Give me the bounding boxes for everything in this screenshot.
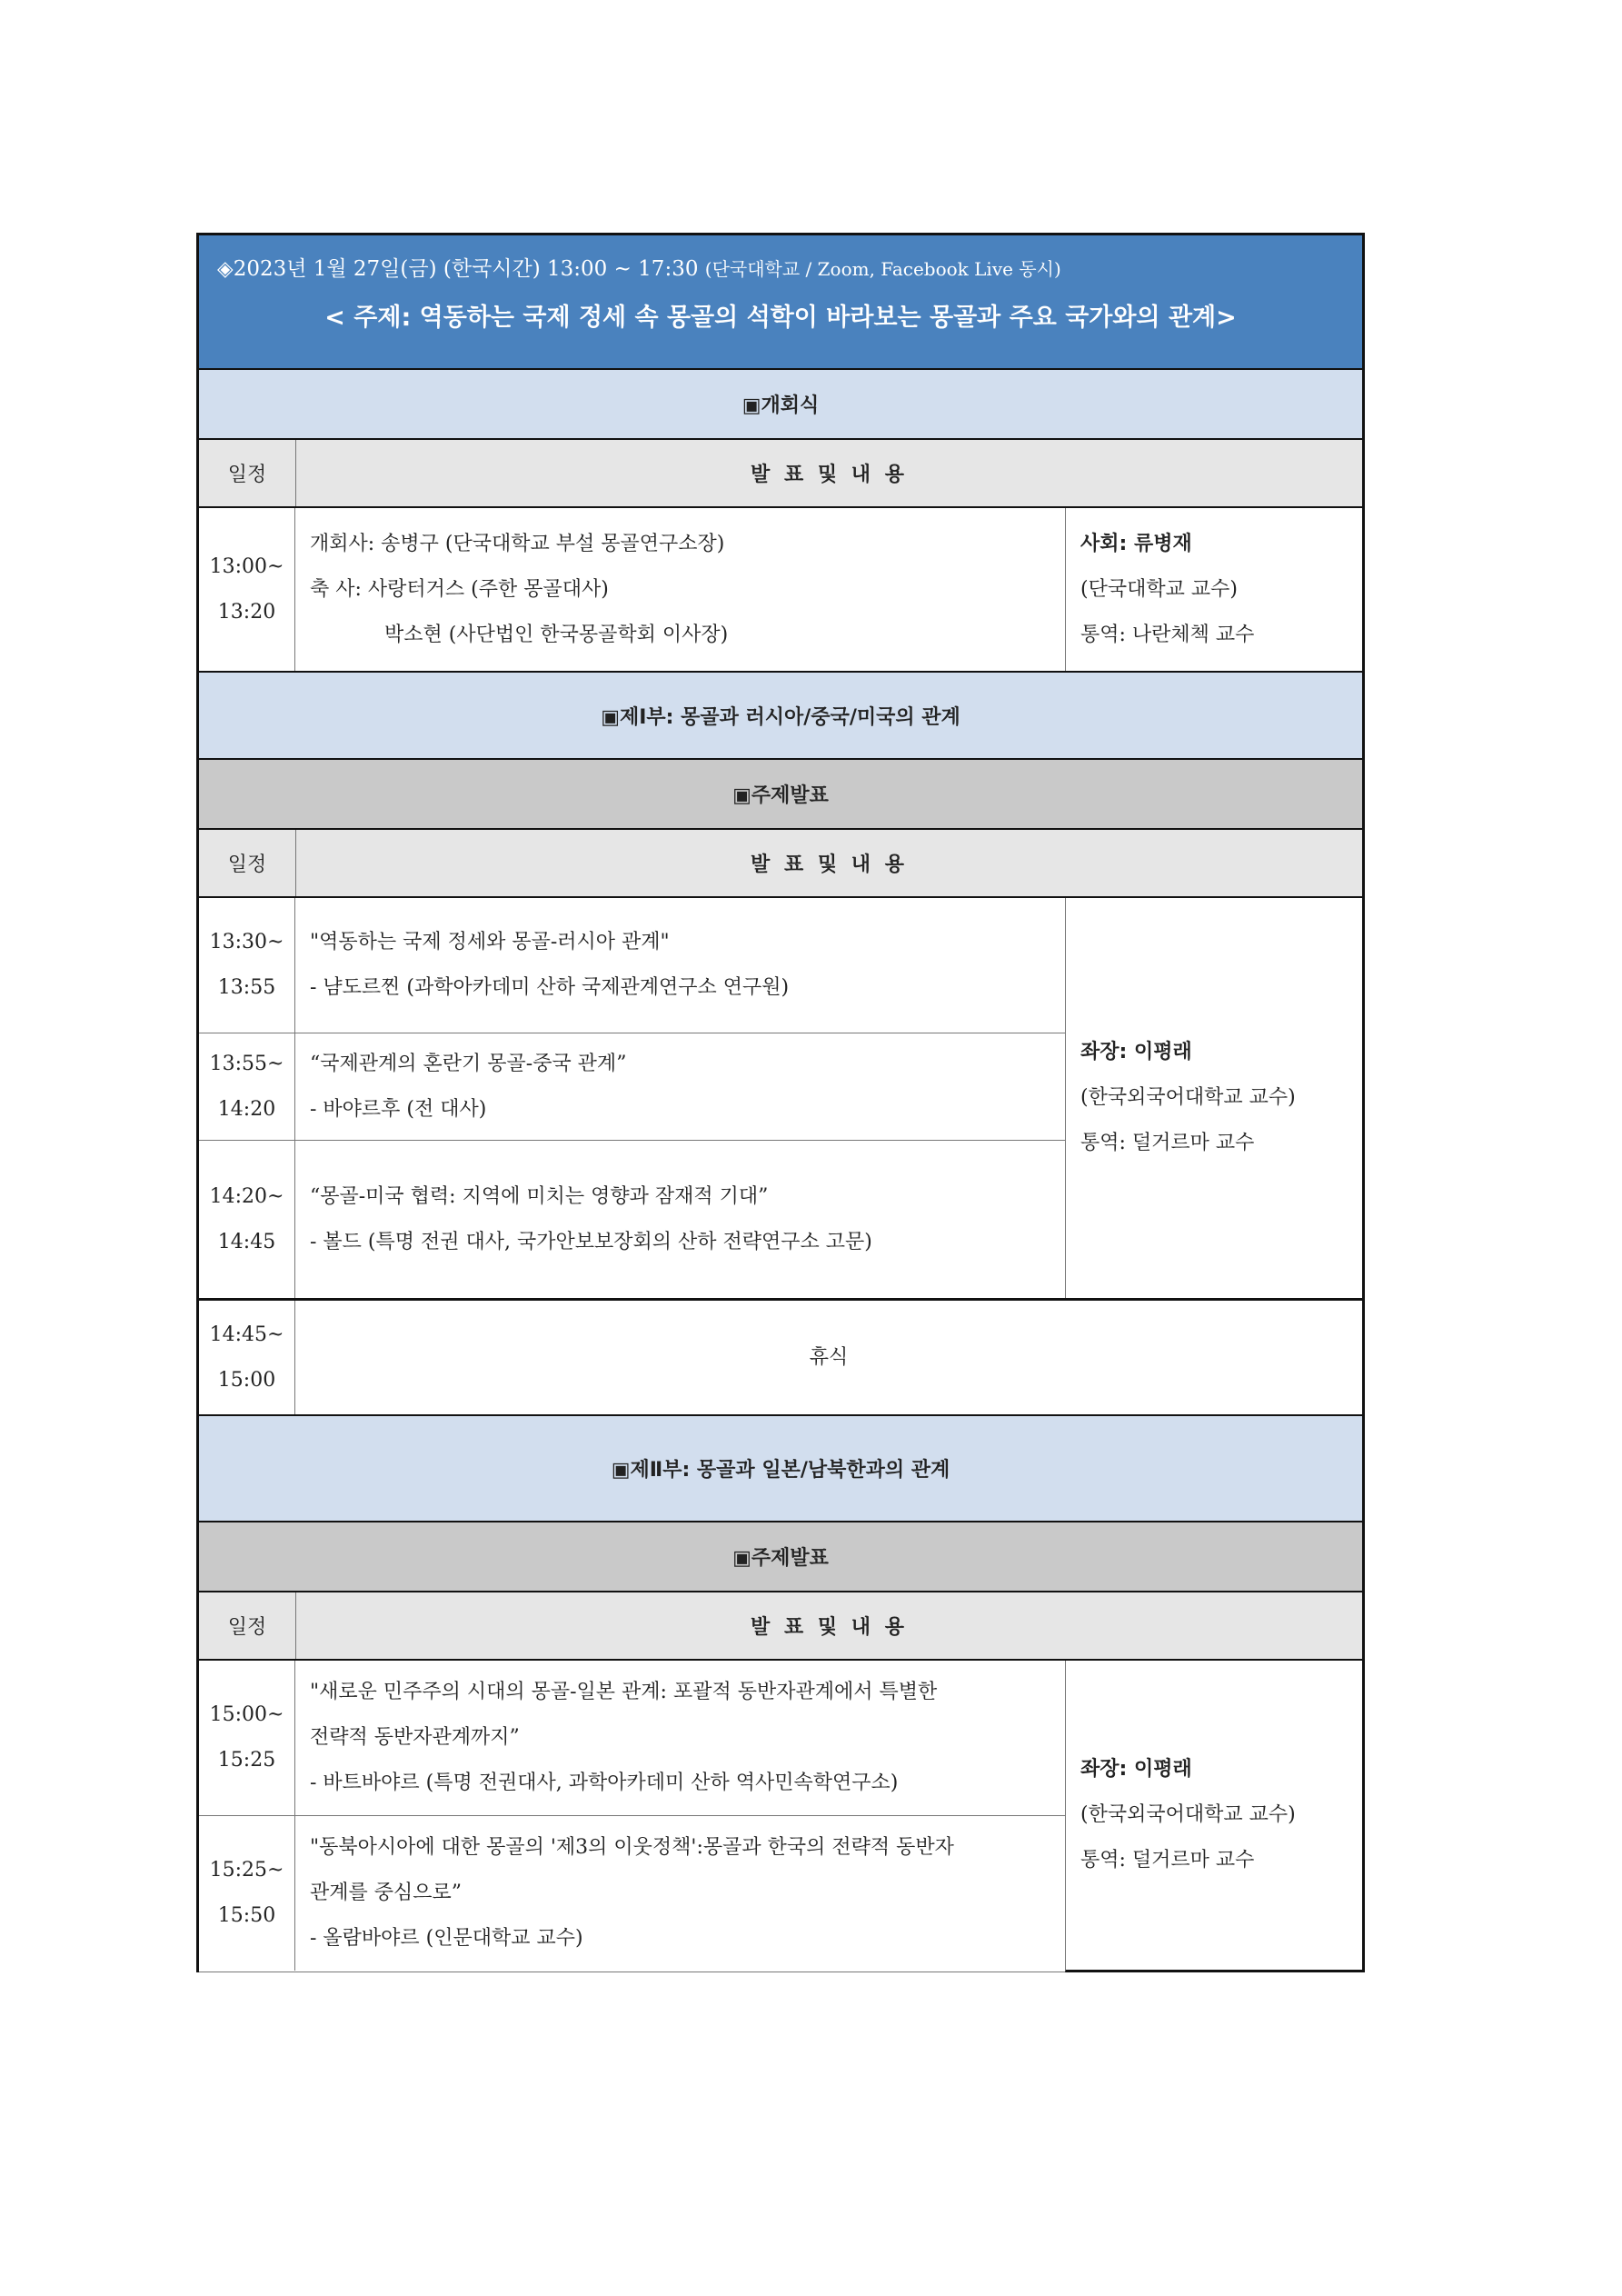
opening-row	[199, 508, 1362, 673]
section-opening-title: ▣개회식	[199, 370, 1362, 440]
talk-content	[295, 898, 1065, 1033]
section-part1-title: ▣제Ⅰ부: 몽골과 러시아/중국/미국의 관계	[199, 673, 1362, 760]
talk-title: “국제관계의 혼란기 몽골-중국 관계”	[310, 1052, 627, 1075]
column-schedule: 일정	[199, 830, 296, 896]
talk-title: “몽골-미국 협력: 지역에 미치는 영향과 잠재적 기대”	[310, 1184, 769, 1208]
section-part1-subtitle: ▣주제발표	[199, 760, 1362, 830]
moderator-name: 사회: 류병재	[1080, 532, 1192, 555]
event-date	[199, 235, 1362, 288]
talk-speaker: - 바야르후 (전 대사)	[310, 1097, 487, 1121]
congratulatory-speech: 축 사: 사랑터거스 (주한 몽골대사)	[310, 577, 609, 601]
break-row	[199, 1301, 1362, 1416]
talk-title-cont: 전략적 동반자관계까지”	[310, 1726, 520, 1749]
event-date-line: ◈2023년 1월 27일(금) (한국시간) 13:00 ~ 17:30	[217, 257, 699, 281]
column-header	[199, 440, 1362, 508]
talk-speaker: - 냠도르찐 (과학아카데미 산하 국제관계연구소 연구원)	[310, 976, 790, 999]
part1-talks	[199, 898, 1362, 1301]
time-end: 15:50	[217, 1904, 276, 1927]
event-topic: < 주제: 역동하는 국제 정세 속 몽골의 석학이 바라보는 몽골과 주요 국가와의 관계>	[324, 304, 1237, 332]
chair-affiliation: (한국외국어대학교 교수)	[1080, 1086, 1296, 1109]
section-part2-title: ▣제Ⅱ부: 몽골과 일본/남북한과의 관계	[199, 1416, 1362, 1522]
talk-row	[199, 1141, 1065, 1298]
time-start: 14:20~	[209, 1184, 284, 1208]
talk-row	[199, 1816, 1065, 1971]
talk-time	[199, 898, 295, 1033]
program-table	[196, 233, 1365, 1972]
talk-speaker: - 볼드 (특명 전권 대사, 국가안보보장회의 산하 전략연구소 고문)	[310, 1230, 872, 1253]
column-header	[199, 830, 1362, 898]
interpreter: 통역: 나란체첵 교수	[1080, 623, 1255, 646]
chair-name: 좌장: 이평래	[1080, 1758, 1192, 1781]
column-header	[199, 1592, 1362, 1661]
opening-moderator	[1065, 508, 1362, 671]
column-schedule: 일정	[199, 440, 296, 506]
talk-content	[295, 1033, 1065, 1140]
talk-row	[199, 1033, 1065, 1141]
moderator-affiliation: (단국대학교 교수)	[1080, 577, 1238, 601]
talk-content	[295, 1661, 1065, 1815]
time-end: 13:55	[217, 976, 276, 999]
section-part2-subtitle: ▣주제발표	[199, 1522, 1362, 1592]
time-end: 15:00	[217, 1368, 276, 1392]
part2-talks	[199, 1661, 1362, 1972]
event-venue-note: (단국대학교 / Zoom, Facebook Live 동시)	[704, 258, 1061, 280]
talk-title-cont: 관계를 중심으로”	[310, 1882, 463, 1904]
time-start: 15:00~	[209, 1703, 284, 1726]
part1-moderator	[1065, 898, 1362, 1298]
talk-content	[295, 1816, 1065, 1971]
time-start: 13:30~	[209, 931, 284, 953]
opening-content	[295, 508, 1065, 671]
time-start: 13:55~	[209, 1052, 284, 1075]
interpreter: 통역: 덜거르마 교수	[1080, 1132, 1255, 1154]
congratulatory-speech-2: 박소현 (사단법인 한국몽골학회 이사장)	[384, 623, 729, 646]
talk-row	[199, 898, 1065, 1033]
column-content: 발 표 및 내 용	[751, 464, 908, 486]
time-end: 14:45	[217, 1230, 276, 1253]
time-start: 15:25~	[209, 1859, 284, 1882]
talk-time	[199, 1661, 295, 1815]
break-time	[199, 1301, 295, 1414]
talk-title: "동북아시아에 대한 몽골의 '제3의 이웃정책':몽골과 한국의 전략적 동반자	[310, 1836, 954, 1859]
talk-speaker: - 올람바야르 (인문대학교 교수)	[310, 1927, 583, 1950]
talk-content	[295, 1141, 1065, 1298]
interpreter: 통역: 덜거르마 교수	[1080, 1849, 1255, 1872]
talk-time	[199, 1816, 295, 1971]
time-start: 14:45~	[209, 1323, 284, 1346]
time-end: 15:25	[217, 1749, 276, 1772]
column-schedule: 일정	[199, 1592, 296, 1659]
part2-moderator	[1065, 1661, 1365, 1972]
talk-speaker: - 바트바야르 (특명 전권대사, 과학아카데미 산하 역사민속학연구소)	[310, 1772, 899, 1794]
time-start: 13:00~	[209, 554, 284, 578]
talk-row	[199, 1661, 1065, 1816]
opening-speech: 개회사: 송병구 (단국대학교 부설 몽골연구소장)	[310, 532, 725, 555]
program-header	[199, 235, 1362, 370]
column-content: 발 표 및 내 용	[751, 854, 908, 876]
column-content: 발 표 및 내 용	[751, 1616, 908, 1639]
time-end: 14:20	[217, 1097, 276, 1121]
talk-time	[199, 1033, 295, 1140]
chair-name: 좌장: 이평래	[1080, 1041, 1192, 1063]
break-label: 휴식	[809, 1345, 849, 1369]
opening-time	[199, 508, 295, 671]
time-end: 13:20	[217, 600, 276, 624]
chair-affiliation: (한국외국어대학교 교수)	[1080, 1803, 1296, 1826]
talk-title: "새로운 민주주의 시대의 몽골-일본 관계: 포괄적 동반자관계에서 특별한	[310, 1681, 938, 1703]
talk-time	[199, 1141, 295, 1298]
talk-title: "역동하는 국제 정세와 몽골-러시아 관계"	[310, 931, 670, 953]
